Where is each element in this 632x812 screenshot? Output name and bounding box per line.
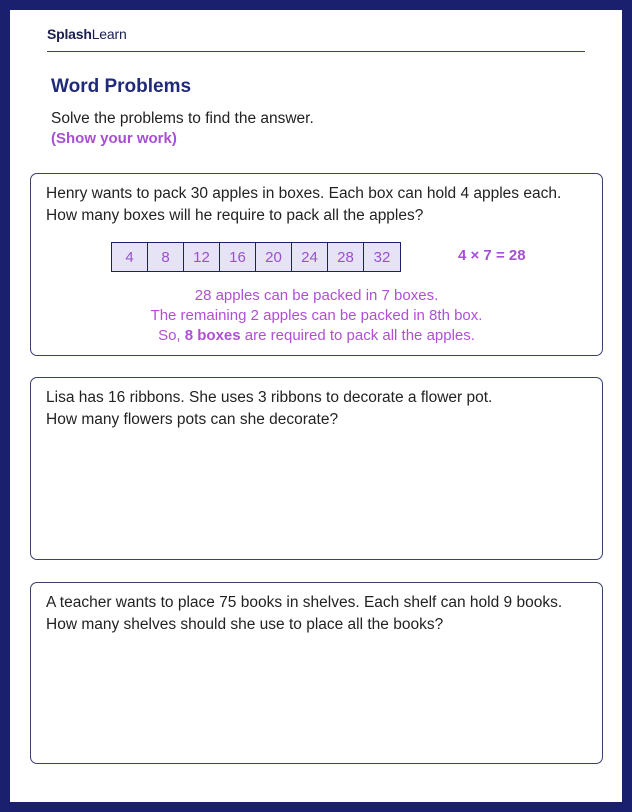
- problem-2-text: [46, 387, 492, 431]
- page-title: Word Problems: [51, 76, 192, 97]
- logo-bold-part: Splash: [47, 26, 92, 42]
- solution-line-3: [31, 326, 602, 346]
- worksheet-page: [10, 10, 622, 802]
- solution-line-1: 28 apples can be packed in 7 boxes.: [194, 287, 439, 304]
- problem-1-solution: [31, 286, 602, 346]
- problem-box-2[interactable]: [30, 377, 603, 560]
- skip-count-strip: [111, 242, 401, 272]
- strip-cell: 20: [256, 243, 292, 271]
- solution-line-3-suffix: are required to pack all the apples.: [240, 327, 475, 344]
- strip-cell: 8: [148, 243, 184, 271]
- problem-2-line-2: How many flowers pots can she decorate?: [46, 411, 339, 428]
- multiplication-equation: 4 × 7 = 28: [458, 247, 526, 264]
- problem-2-line-1: Lisa has 16 ribbons. She uses 3 ribbons to decorate a flower pot.: [46, 389, 493, 406]
- solution-line-2: The remaining 2 apples can be packed in 8th box.: [150, 307, 483, 324]
- show-work-note: (Show your work): [51, 130, 177, 147]
- strip-cell: 4: [112, 243, 148, 271]
- problem-box-1: [30, 173, 603, 356]
- problem-box-3[interactable]: [30, 582, 603, 764]
- strip-cell: 12: [184, 243, 220, 271]
- logo-light-part: Learn: [91, 26, 127, 42]
- solution-line-3-prefix: So,: [158, 327, 185, 344]
- strip-cell: 16: [220, 243, 256, 271]
- problem-1-line-2: How many boxes will he require to pack all the apples?: [46, 207, 424, 224]
- strip-cell: 28: [328, 243, 364, 271]
- header-divider: [47, 51, 585, 52]
- instructions-text: Solve the problems to find the answer.: [51, 110, 314, 127]
- problem-1-line-1: Henry wants to pack 30 apples in boxes. Each box can hold 4 apples each.: [46, 185, 562, 202]
- splashlearn-logo: [47, 26, 127, 42]
- problem-3-line-2: How many shelves should she use to place all the books?: [46, 616, 444, 633]
- problem-3-text: [46, 592, 562, 636]
- solution-answer-highlight: 8 boxes: [184, 327, 241, 344]
- strip-cell: 32: [364, 243, 400, 271]
- problem-3-line-1: A teacher wants to place 75 books in shelves. Each shelf can hold 9 books.: [46, 594, 563, 611]
- problem-1-text: [46, 183, 561, 227]
- strip-cell: 24: [292, 243, 328, 271]
